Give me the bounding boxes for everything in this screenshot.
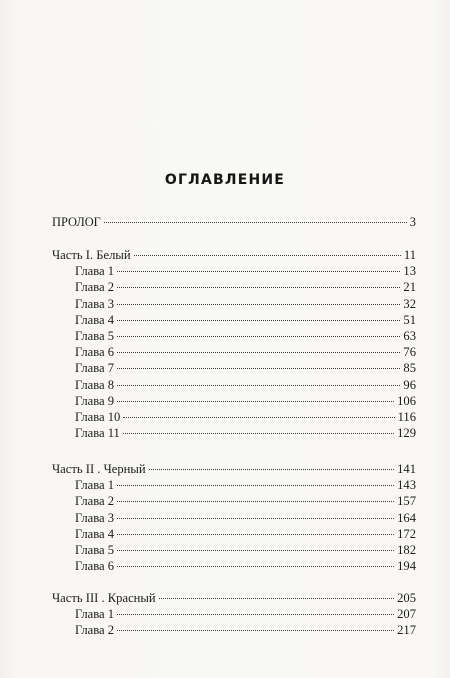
page-number: 21 (403, 280, 416, 294)
dot-leader (117, 385, 400, 386)
entry-label: Глава 3 (75, 297, 115, 311)
entry-label: Глава 6 (75, 559, 115, 573)
entry-label: Часть III . Красный (52, 591, 156, 605)
entry-label: Глава 4 (75, 313, 115, 327)
toc-entry-chapter (75, 377, 416, 393)
entry-label: Глава 5 (75, 329, 115, 343)
page-title: ОГЛАВЛЕНИЕ (164, 172, 286, 188)
toc-entry-chapter (75, 344, 416, 360)
dot-leader (117, 304, 400, 305)
page-number: 96 (403, 378, 416, 392)
dot-leader (117, 566, 394, 567)
toc-entry-chapter (75, 296, 416, 312)
toc-entry-chapter (75, 263, 416, 279)
dot-leader (117, 368, 400, 369)
page-number: 85 (403, 361, 416, 375)
page-number: 157 (397, 494, 416, 508)
toc-entry-chapter (75, 558, 416, 574)
entry-label: Часть I. Белый (52, 248, 131, 262)
dot-leader (134, 255, 401, 256)
dot-leader (117, 550, 394, 551)
entry-label: Глава 10 (75, 410, 121, 424)
dot-leader (117, 320, 400, 321)
dot-leader (117, 630, 394, 631)
page-number: 11 (403, 248, 416, 262)
page-number: 51 (403, 313, 416, 327)
toc-entry-chapter (75, 393, 416, 409)
page-number: 143 (397, 478, 416, 492)
entry-label: Глава 2 (75, 494, 115, 508)
entry-label: Часть II . Черный (52, 462, 146, 476)
entry-label: Глава 11 (75, 426, 120, 440)
dot-leader (117, 336, 400, 337)
page-number: 205 (397, 591, 416, 605)
page-number: 13 (403, 264, 416, 278)
entry-label: Глава 9 (75, 394, 115, 408)
toc-entry-chapter (75, 526, 416, 542)
toc-entry-chapter (75, 493, 416, 509)
toc-entry-part (52, 590, 416, 606)
page-number: 63 (403, 329, 416, 343)
toc-entry-chapter (75, 360, 416, 376)
entry-label: Глава 7 (75, 361, 115, 375)
entry-label: Глава 2 (75, 280, 115, 294)
toc-entry-chapter (75, 279, 416, 295)
dot-leader (117, 501, 394, 502)
toc-entry-chapter (75, 606, 416, 622)
toc-entry-part (52, 247, 416, 263)
entry-label: Глава 2 (75, 623, 115, 637)
entry-label: Глава 3 (75, 511, 115, 525)
dot-leader (117, 534, 394, 535)
entry-label: Глава 1 (75, 607, 115, 621)
toc-entry-chapter (75, 328, 416, 344)
toc-entry-chapter (75, 409, 416, 425)
page-number: 141 (397, 462, 416, 476)
dot-leader (104, 222, 407, 223)
entry-label: Глава 1 (75, 478, 115, 492)
dot-leader (117, 485, 394, 486)
page-number: 164 (397, 511, 416, 525)
entry-label: Глава 8 (75, 378, 115, 392)
entry-label: Глава 5 (75, 543, 115, 557)
entry-label: Глава 1 (75, 264, 115, 278)
page-number: 106 (397, 394, 416, 408)
page-number: 32 (403, 297, 416, 311)
page-number: 76 (403, 345, 416, 359)
page-number: 194 (397, 559, 416, 573)
toc-entry-part (52, 461, 416, 477)
dot-leader (117, 614, 394, 615)
entry-label: Глава 4 (75, 527, 115, 541)
toc-entry-chapter (75, 622, 416, 638)
toc-entry-chapter (75, 425, 416, 441)
dot-leader (117, 352, 400, 353)
page-number: 217 (397, 623, 416, 637)
toc-entry-chapter (75, 510, 416, 526)
page-number: 172 (397, 527, 416, 541)
dot-leader (117, 271, 400, 272)
toc-entry-chapter (75, 542, 416, 558)
toc-entry-prolog (52, 214, 416, 230)
page-number: 3 (409, 215, 416, 229)
page-number: 182 (397, 543, 416, 557)
entry-label: ПРОЛОГ (52, 215, 101, 229)
entry-label: Глава 6 (75, 345, 115, 359)
toc-entry-chapter (75, 477, 416, 493)
dot-leader (117, 287, 400, 288)
dot-leader (149, 469, 395, 470)
dot-leader (159, 598, 395, 599)
dot-leader (123, 417, 394, 418)
page-number: 207 (397, 607, 416, 621)
page-number: 116 (397, 410, 416, 424)
dot-leader (117, 518, 394, 519)
toc-entry-chapter (75, 312, 416, 328)
dot-leader (123, 433, 394, 434)
dot-leader (117, 401, 394, 402)
page-number: 129 (397, 426, 416, 440)
